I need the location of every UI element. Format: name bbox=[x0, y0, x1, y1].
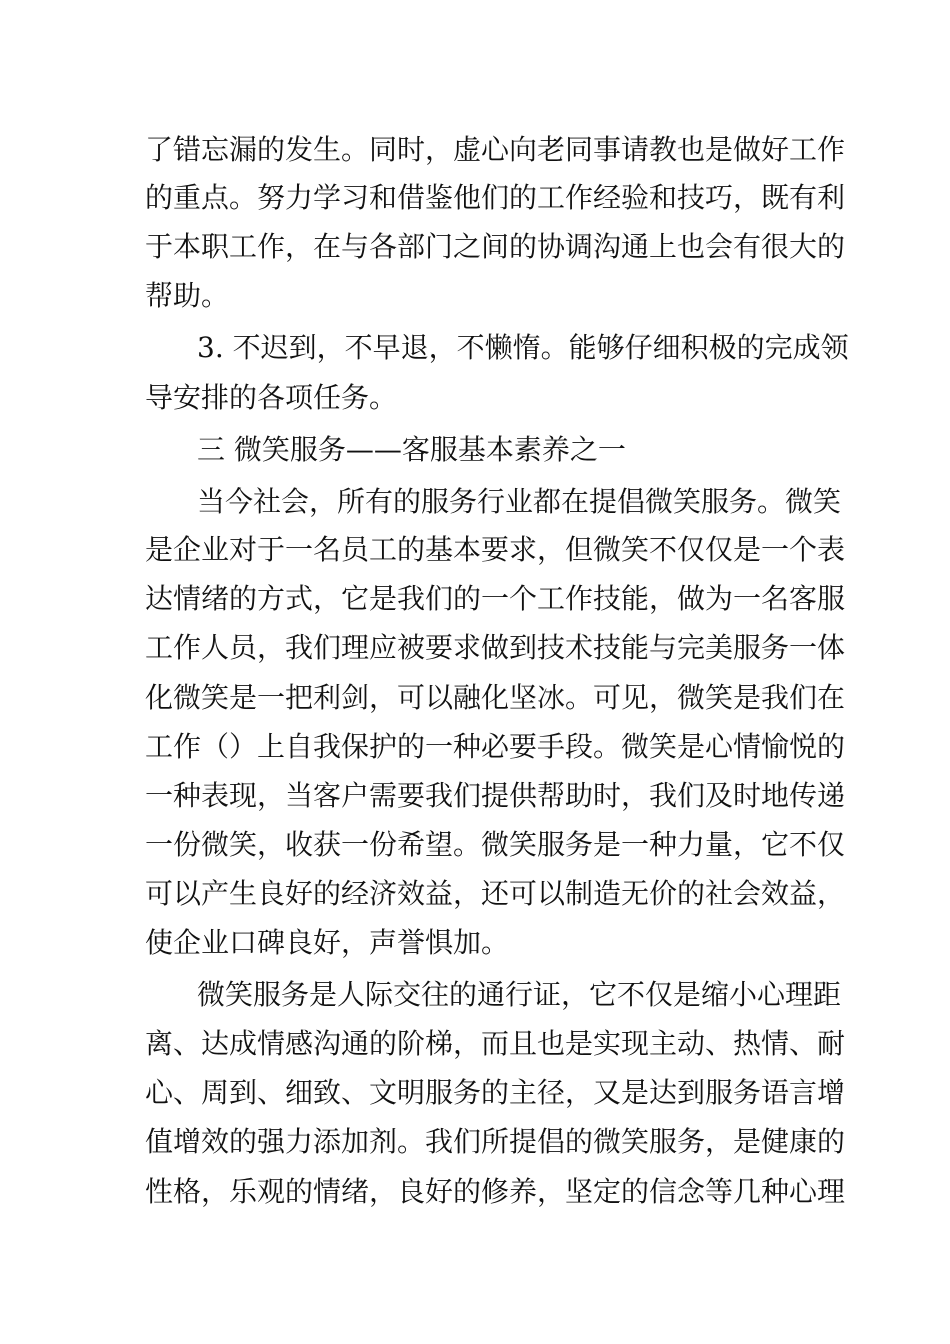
text-line: 是企业对于一名员工的基本要求，但微笑不仅仅是一个表 bbox=[145, 533, 846, 566]
paragraph-start: 当今社会，所有的服务行业都在提倡微笑服务。微笑 bbox=[197, 485, 842, 518]
paragraph-start: 微笑服务是人际交往的通行证，它不仅是缩小心理距 bbox=[197, 978, 842, 1011]
text-line: 的重点。努力学习和借鉴他们的工作经验和技巧，既有利 bbox=[145, 181, 846, 214]
text-line: 了错忘漏的发生。同时，虚心向老同事请教也是做好工作 bbox=[145, 133, 846, 166]
text-line: 可以产生良好的经济效益，还可以制造无价的社会效益， bbox=[145, 877, 846, 910]
list-item-3: 3. 不迟到，不早退，不懒惰。能够仔细积极的完成领 bbox=[197, 331, 849, 364]
text-line: 心、周到、细致、文明服务的主径，又是达到服务语言增 bbox=[145, 1076, 846, 1109]
text-line: 工作（）上自我保护的一种必要手段。微笑是心情愉悦的 bbox=[145, 730, 846, 763]
text-line: 使企业口碑良好，声誉惧加。 bbox=[145, 926, 510, 959]
section-heading: 三 微笑服务——客服基本素养之一 bbox=[197, 433, 626, 466]
text-line: 性格，乐观的情绪，良好的修养，坚定的信念等几种心理 bbox=[145, 1175, 846, 1208]
text-line: 值增效的强力添加剂。我们所提倡的微笑服务，是健康的 bbox=[145, 1125, 846, 1158]
text-line: 离、达成情感沟通的阶梯，而且也是实现主动、热情、耐 bbox=[145, 1027, 846, 1060]
text-line: 工作人员，我们理应被要求做到技术技能与完美服务一体 bbox=[145, 631, 846, 664]
text-line: 导安排的各项任务。 bbox=[145, 381, 398, 414]
text-line: 于本职工作，在与各部门之间的协调沟通上也会有很大的 bbox=[145, 230, 846, 263]
text-line: 化微笑是一把利剑，可以融化坚冰。可见，微笑是我们在 bbox=[145, 681, 846, 714]
text-line: 达情绪的方式，它是我们的一个工作技能，做为一名客服 bbox=[145, 582, 846, 615]
text-line: 一种表现，当客户需要我们提供帮助时，我们及时地传递 bbox=[145, 779, 846, 812]
text-line: 帮助。 bbox=[145, 279, 230, 312]
text-line: 一份微笑，收获一份希望。微笑服务是一种力量，它不仅 bbox=[145, 828, 846, 861]
